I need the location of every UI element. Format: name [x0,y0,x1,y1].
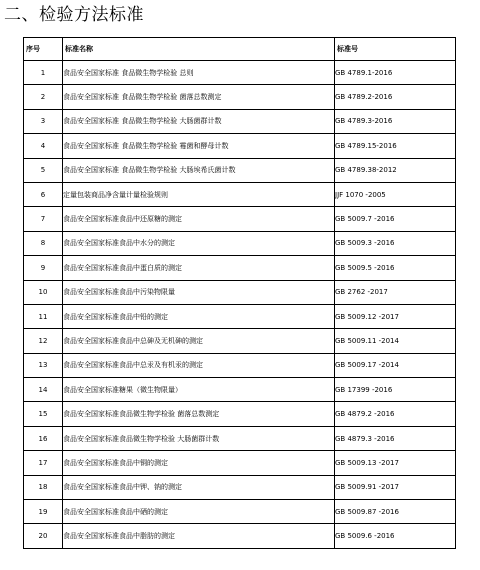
standard-name: 食品安全国家标准食品中钾、钠的测定 [63,475,335,499]
standard-name: 食品安全国家标准食品中硒的测定 [63,500,335,524]
table-row [24,451,456,475]
row-number: 6 [24,182,63,206]
table-row [24,378,456,402]
standard-code: GB 5009.11 -2014 [335,329,456,353]
section-title: 二、检验方法标准 [4,5,144,25]
row-number: 18 [24,475,63,499]
standard-name: 食品安全国家标准 食品微生物学检验 菌落总数测定 [63,85,335,109]
standard-code: GB 5009.5 -2016 [335,256,456,280]
header-row [24,38,456,61]
row-number: 14 [24,378,63,402]
row-number: 13 [24,353,63,377]
standard-name: 食品安全国家标准食品中脂肪的测定 [63,524,335,548]
standard-name: 食品安全国家标准食品中水分的测定 [63,231,335,255]
standard-code: GB 5009.3 -2016 [335,231,456,255]
standard-name: 定量包装商品净含量计量检验规则 [63,182,335,206]
table-row [24,280,456,304]
row-number: 17 [24,451,63,475]
standard-code: GB 5009.13 -2017 [335,451,456,475]
standard-name: 食品安全国家标准食品中还原糖的测定 [63,207,335,231]
table-row [24,353,456,377]
standard-name: 食品安全国家标准糖果（微生物限量） [63,378,335,402]
standard-code: GB 4879.3 -2016 [335,426,456,450]
row-number: 7 [24,207,63,231]
table-row [24,158,456,182]
row-number: 20 [24,524,63,548]
table-row [24,329,456,353]
table-row [24,134,456,158]
row-number: 8 [24,231,63,255]
table-row [24,109,456,133]
standard-name: 食品安全国家标准 食品微生物学检验 大肠埃希氏菌计数 [63,158,335,182]
standard-code: GB 4789.3-2016 [335,109,456,133]
header-name: 标准名称 [63,38,335,61]
table-body [24,61,456,549]
row-number: 4 [24,134,63,158]
standard-code: GB 5009.91 -2017 [335,475,456,499]
header-code: 标准号 [335,38,456,61]
standard-name: 食品安全国家标准食品中铅的测定 [63,304,335,328]
table-row [24,475,456,499]
standard-code: GB 5009.6 -2016 [335,524,456,548]
row-number: 19 [24,500,63,524]
header-no: 序号 [24,38,63,61]
row-number: 9 [24,256,63,280]
table-row [24,256,456,280]
standard-name: 食品安全国家标准 食品微生物学检验 霉菌和酵母计数 [63,134,335,158]
row-number: 10 [24,280,63,304]
standard-code: GB 4879.2 -2016 [335,402,456,426]
row-number: 3 [24,109,63,133]
row-number: 11 [24,304,63,328]
standard-code: GB 5009.87 -2016 [335,500,456,524]
table-row [24,524,456,548]
table-row [24,182,456,206]
table-header [24,38,456,61]
table-row [24,207,456,231]
row-number: 15 [24,402,63,426]
standard-code: GB 4789.1-2016 [335,61,456,85]
table-row [24,426,456,450]
row-number: 12 [24,329,63,353]
standard-name: 食品安全国家标准食品中总汞及有机汞的测定 [63,353,335,377]
standard-code: JJF 1070 -2005 [335,182,456,206]
standard-code: GB 5009.12 -2017 [335,304,456,328]
row-number: 5 [24,158,63,182]
standard-code: GB 4789.38-2012 [335,158,456,182]
standard-code: GB 5009.7 -2016 [335,207,456,231]
standard-code: GB 2762 -2017 [335,280,456,304]
standards-table [23,37,456,549]
row-number: 16 [24,426,63,450]
standard-name: 食品安全国家标准食品微生物学检验 菌落总数测定 [63,402,335,426]
table-row [24,61,456,85]
standard-name: 食品安全国家标准食品中蛋白质的测定 [63,256,335,280]
row-number: 2 [24,85,63,109]
standard-name: 食品安全国家标准食品中污染物限量 [63,280,335,304]
row-number: 1 [24,61,63,85]
table-row [24,85,456,109]
standard-name: 食品安全国家标准食品中铜的测定 [63,451,335,475]
table-row [24,402,456,426]
table-row [24,304,456,328]
standard-code: GB 4789.2-2016 [335,85,456,109]
standard-name: 食品安全国家标准食品中总砷及无机砷的测定 [63,329,335,353]
standard-code: GB 5009.17 -2014 [335,353,456,377]
standard-name: 食品安全国家标准食品微生物学检验 大肠菌群计数 [63,426,335,450]
table-row [24,231,456,255]
standard-code: GB 17399 -2016 [335,378,456,402]
table-row [24,500,456,524]
standard-name: 食品安全国家标准 食品微生物学检验 总则 [63,61,335,85]
standard-name: 食品安全国家标准 食品微生物学检验 大肠菌群计数 [63,109,335,133]
standard-code: GB 4789.15-2016 [335,134,456,158]
